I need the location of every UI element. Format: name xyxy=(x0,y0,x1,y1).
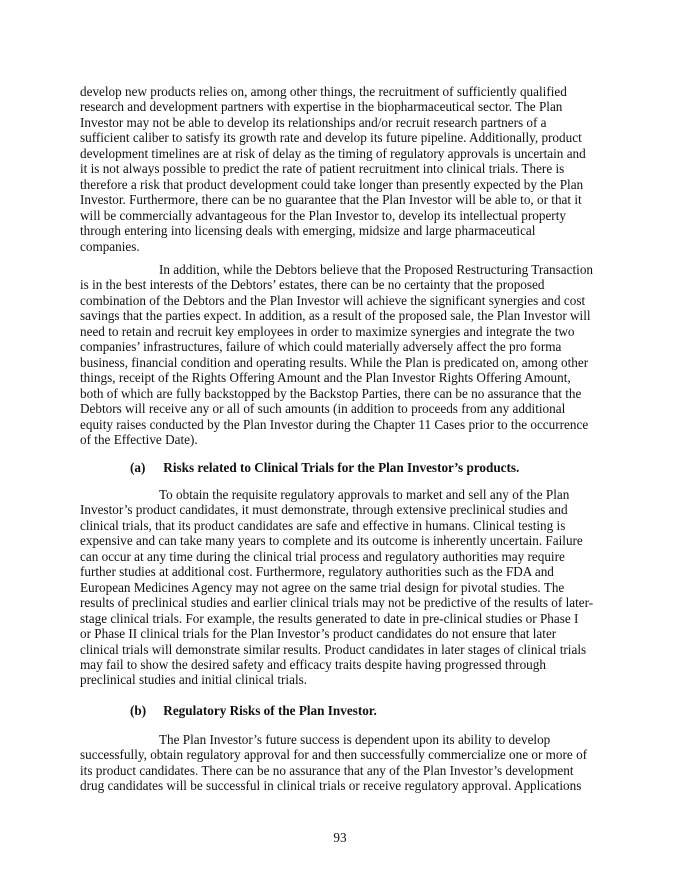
text-line: companies. xyxy=(80,238,140,254)
text-line: will be commercially advantageous for the Plan Investor to, develop its intellectual property xyxy=(80,207,566,223)
text-line: combination of the Debtors and the Plan Investor will achieve the significant synergies and cost xyxy=(80,292,586,308)
text-line: its product candidates. There can be no assurance that any of the Plan Investor’s development xyxy=(80,762,574,778)
heading-text: Risks related to Clinical Trials for the Plan Investor’s products. xyxy=(163,460,520,475)
text-line: is in the best interests of the Debtors’ estates, there can be no certainty that the proposed xyxy=(80,277,545,293)
page-number: 93 xyxy=(333,830,347,845)
text-line: things, receipt of the Rights Offering Amount and the Plan Investor Rights Offering Amount, xyxy=(80,370,571,386)
text-line: results of preclinical studies and earlier clinical trials may not be predictive of the results of later- xyxy=(80,595,594,611)
text-line: both of which are fully backstopped by the Backstop Parties, there can be no assurance that the xyxy=(80,385,582,401)
text-line: develop new products relies on, among other things, the recruitment of sufficiently qualified xyxy=(80,84,567,99)
text-line: Investor may not be able to develop its relationships and/or recruit research partners of a xyxy=(80,114,547,130)
text-line: Investor. Furthermore, there can be no guarantee that the Plan Investor will be able to, or that it xyxy=(80,192,582,208)
text-line: clinical trials will demonstrate similar results. Product candidates in later stages of clinical trials xyxy=(80,641,587,657)
text-line: therefore a risk that product development could take longer than presently expected by the Plan xyxy=(80,176,584,192)
paragraph-product-development xyxy=(80,84,610,254)
text-line: research and development partners with expertise in the biopharmaceutical sector. The Plan xyxy=(80,99,563,115)
text-line: or Phase II clinical trials for the Plan Investor’s product candidates do not ensure that later xyxy=(80,626,557,642)
paragraph-restructuring xyxy=(80,262,610,447)
text-line: companies’ infrastructures, failure of which could materially adversely affect the pro forma xyxy=(80,339,562,355)
heading-label: (a) xyxy=(130,460,146,475)
section-heading-b xyxy=(130,703,377,718)
text-line: Debtors will receive any or all of such amounts (in addition to proceeds from any additional xyxy=(80,401,566,417)
text-line: development timelines are at risk of delay as the timing of regulatory approvals is uncertain and xyxy=(80,145,586,161)
text-line: sufficient caliber to satisfy its growth rate and develop its future pipeline. Additionally, product xyxy=(80,130,582,146)
text-line: further studies at additional cost. Furthermore, regulatory authorities such as the FDA and xyxy=(80,564,554,580)
text-line: equity raises conducted by the Plan Investor during the Chapter 11 Cases prior to the occurrence xyxy=(80,416,589,432)
section-heading-a xyxy=(130,460,519,475)
text-line: savings that the parties expect. In addition, as a result of the proposed sale, the Plan Investor will xyxy=(80,308,591,324)
text-line: European Medicines Agency may not agree on the same trial design for pivotal studies. The xyxy=(80,579,565,595)
text-line: clinical trials, that its product candidates are safe and effective in humans. Clinical testing is xyxy=(80,517,566,533)
text-line: business, financial condition and operating results. While the Plan is predicated on, among other xyxy=(80,354,589,370)
text-line: The Plan Investor’s future success is dependent upon its ability to develop xyxy=(159,732,551,747)
text-line: of the Effective Date). xyxy=(80,431,198,447)
text-line: successfully, obtain regulatory approval for and then successfully commercialize one or more of xyxy=(80,747,588,763)
paragraph-regulatory-risks xyxy=(80,732,610,794)
text-line: stage clinical trials. For example, the results generated to date in pre-clinical studies or Phase I xyxy=(80,610,579,626)
paragraph-clinical-trials xyxy=(80,487,610,688)
text-line: expensive and can take many years to complete and its outcome is inherently uncertain. Failure xyxy=(80,533,583,549)
text-line: In addition, while the Debtors believe that the Proposed Restructuring Transaction xyxy=(159,262,594,277)
text-line: may fail to show the desired safety and efficacy traits despite having progressed through xyxy=(80,656,546,672)
text-line: Investor’s product candidates, it must demonstrate, through extensive preclinical studies and xyxy=(80,502,568,518)
text-line: drug candidates will be successful in clinical trials or receive regulatory approval. Applications xyxy=(80,778,582,794)
text-line: need to retain and recruit key employees in order to maximize synergies and integrate the two xyxy=(80,323,575,339)
heading-text: Regulatory Risks of the Plan Investor. xyxy=(163,703,377,718)
text-line: through entering into licensing deals with emerging, midsize and large pharmaceutical xyxy=(80,223,536,239)
text-line: it is not always possible to predict the rate of patient recruitment into clinical trials. There is xyxy=(80,161,565,177)
text-line: To obtain the requisite regulatory approvals to market and sell any of the Plan xyxy=(159,487,570,502)
heading-label: (b) xyxy=(130,703,147,718)
text-line: preclinical studies and initial clinical trials. xyxy=(80,672,308,688)
text-line: can occur at any time during the clinical trial process and regulatory authorities may require xyxy=(80,548,565,564)
